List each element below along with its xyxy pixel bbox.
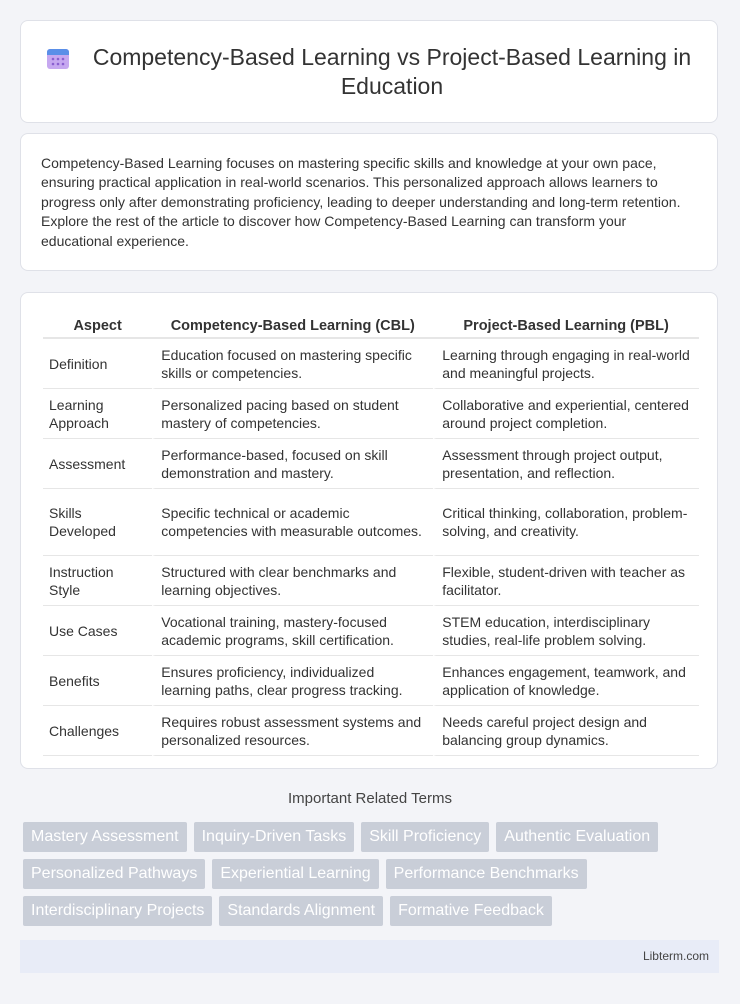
- cell-cbl: Vocational training, mastery-focused academic programs, skill certification.: [152, 606, 433, 656]
- intro-paragraph: Competency-Based Learning focuses on mastering specific skills and knowledge at your own pace, ensuring practical application in real-world scenarios. This personalized approach allows learners to progress only after demonstrating proficiency, leading to deeper understanding and long-term retention. Explore the rest of the article to discover how Competency-Based Learning can transform your educational experience.: [41, 155, 681, 249]
- cell-pbl: STEM education, interdisciplinary studies, real-life problem solving.: [433, 606, 699, 656]
- header-pbl: Project-Based Learning (PBL): [433, 313, 699, 339]
- related-terms-heading: Important Related Terms: [288, 790, 452, 807]
- tag-performance-benchmarks[interactable]: Performance Benchmarks: [386, 859, 587, 889]
- table-row: [43, 339, 699, 389]
- footer-site-link[interactable]: Libterm.com: [642, 949, 709, 963]
- cell-pbl: Collaborative and experiential, centered around project completion.: [433, 389, 699, 439]
- cell-aspect: Instruction Style: [43, 556, 152, 606]
- cell-aspect: Skills Developed: [43, 489, 152, 556]
- table-row: [43, 706, 699, 756]
- cell-pbl: Assessment through project output, presentation, and reflection.: [433, 439, 699, 489]
- cell-cbl: Structured with clear benchmarks and learning objectives.: [152, 556, 433, 606]
- cell-cbl: Requires robust assessment systems and personalized resources.: [152, 706, 433, 756]
- tag-personalized-pathways[interactable]: Personalized Pathways: [23, 859, 205, 889]
- footer: [20, 940, 719, 973]
- tag-authentic-evaluation[interactable]: Authentic Evaluation: [496, 822, 658, 852]
- cell-aspect: Use Cases: [43, 606, 152, 656]
- cell-pbl: Flexible, student-driven with teacher as facilitator.: [433, 556, 699, 606]
- cell-aspect: Assessment: [43, 439, 152, 489]
- tag-skill-proficiency[interactable]: Skill Proficiency: [361, 822, 489, 852]
- cell-pbl: Needs careful project design and balancing group dynamics.: [433, 706, 699, 756]
- related-terms-tags: [23, 822, 723, 933]
- tag-formative-feedback[interactable]: Formative Feedback: [390, 896, 552, 926]
- table-row: [43, 389, 699, 439]
- cell-pbl: Learning through engaging in real-world and meaningful projects.: [433, 339, 699, 389]
- calendar-icon: [46, 46, 70, 70]
- cell-cbl: Education focused on mastering specific skills or competencies.: [152, 339, 433, 389]
- table-row: [43, 606, 699, 656]
- cell-cbl: Personalized pacing based on student mastery of competencies.: [152, 389, 433, 439]
- cell-aspect: Definition: [43, 339, 152, 389]
- cell-cbl: Specific technical or academic competencies with measurable outcomes.: [152, 489, 433, 556]
- table-header-row: [43, 313, 699, 339]
- tag-mastery-assessment[interactable]: Mastery Assessment: [23, 822, 187, 852]
- header-cbl: Competency-Based Learning (CBL): [152, 313, 433, 339]
- tag-standards-alignment[interactable]: Standards Alignment: [219, 896, 383, 926]
- page-title: Competency-Based Learning vs Project-Based Learning in Education: [92, 43, 692, 99]
- cell-cbl: Ensures proficiency, individualized learning paths, clear progress tracking.: [152, 656, 433, 706]
- tag-experiential-learning[interactable]: Experiential Learning: [212, 859, 378, 889]
- table-row: [43, 489, 699, 556]
- intro-card: [20, 133, 718, 271]
- comparison-table-card: [20, 292, 718, 769]
- header-card: [20, 20, 718, 123]
- table-row: [43, 656, 699, 706]
- table-row: [43, 439, 699, 489]
- cell-pbl: Critical thinking, collaboration, problem-solving, and creativity.: [433, 489, 699, 556]
- cell-pbl: Enhances engagement, teamwork, and application of knowledge.: [433, 656, 699, 706]
- tag-inquiry-driven-tasks[interactable]: Inquiry-Driven Tasks: [194, 822, 355, 852]
- header-aspect: Aspect: [43, 313, 152, 339]
- table-row: [43, 556, 699, 606]
- cell-cbl: Performance-based, focused on skill demonstration and mastery.: [152, 439, 433, 489]
- cell-aspect: Benefits: [43, 656, 152, 706]
- comparison-table: [43, 313, 699, 756]
- tag-interdisciplinary-projects[interactable]: Interdisciplinary Projects: [23, 896, 212, 926]
- cell-aspect: Challenges: [43, 706, 152, 756]
- cell-aspect: Learning Approach: [43, 389, 152, 439]
